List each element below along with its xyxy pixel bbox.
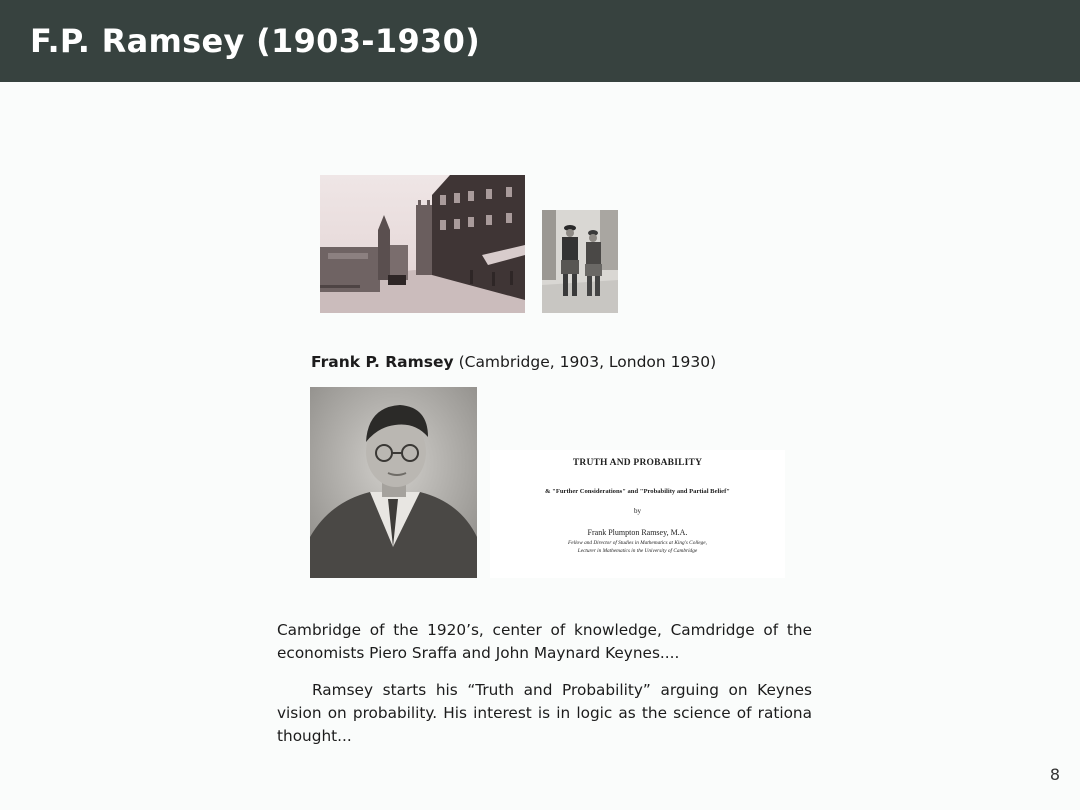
paper-title: TRUTH AND PROBABILITY bbox=[572, 458, 703, 468]
photo-caption bbox=[311, 352, 716, 372]
page-number: 8 bbox=[1049, 765, 1060, 784]
paper-subtitle: & "Further Considerations" and "Probability and Partial Belief" bbox=[545, 488, 730, 495]
walking-men-photo bbox=[542, 210, 618, 313]
body-paragraph-1: Cambridge of the 1920’s, center of knowledge, Camdridge of the economists Piero Sraffa and John Maynard Keynes.... bbox=[277, 621, 812, 662]
cambridge-street-photo bbox=[320, 175, 525, 313]
title-bar bbox=[0, 0, 1080, 82]
caption-name: Frank P. Ramsey bbox=[311, 353, 454, 371]
paper-affiliation-1: Fellow and Director of Studies in Mathematics at King's College, bbox=[568, 540, 707, 546]
paper-by: by bbox=[634, 507, 641, 515]
caption-details: (Cambridge, 1903, London 1930) bbox=[453, 353, 717, 371]
body-paragraph-2: Ramsey starts his “Truth and Probability” arguing on Keynes vision on probability. His interest is in logic as the science of rationa thought... bbox=[277, 681, 812, 745]
slide-title: F.P. Ramsey (1903-1930) bbox=[30, 22, 481, 60]
paper-affiliation-2: Lecturer in Mathematics in the University of Cambridge bbox=[577, 548, 698, 554]
ramsey-portrait-photo bbox=[310, 387, 477, 578]
paper-author: Frank Plumpton Ramsey, M.A. bbox=[587, 528, 688, 537]
truth-and-probability-title-page bbox=[490, 450, 785, 578]
